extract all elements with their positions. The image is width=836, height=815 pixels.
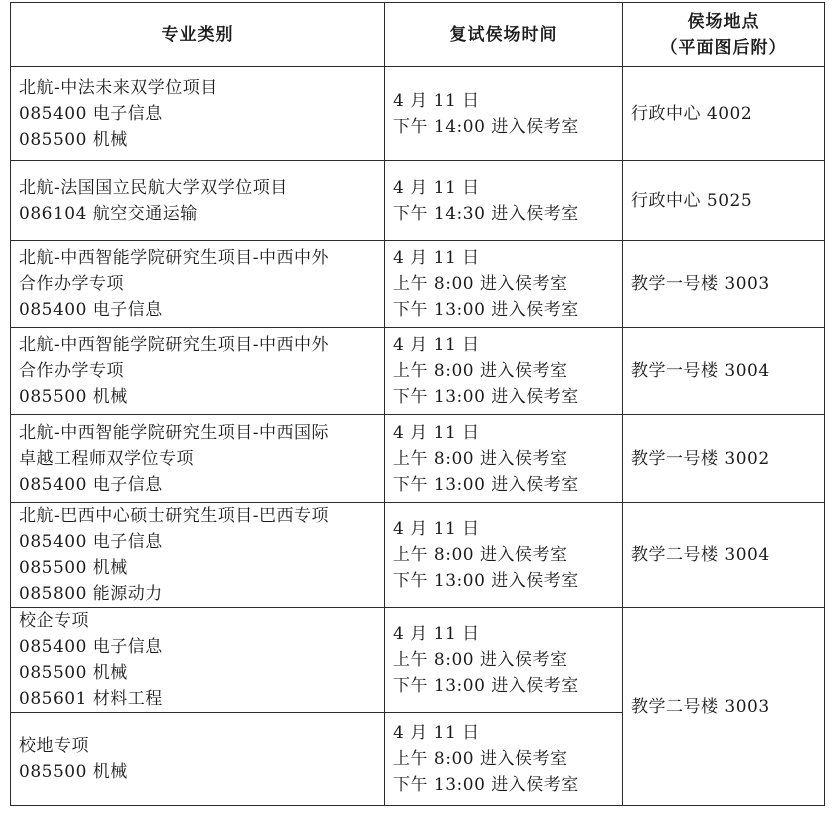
header-program: 专业类别 xyxy=(11,3,385,67)
table-row xyxy=(11,67,825,161)
time-cell: 4 月 11 日 上午 8:00 进入侯考室 下午 13:00 进入侯考室 xyxy=(385,503,623,608)
time-cell: 4 月 11 日 下午 14:00 进入侯考室 xyxy=(385,67,623,161)
table-row xyxy=(11,241,825,328)
time-cell: 4 月 11 日 下午 14:30 进入侯考室 xyxy=(385,161,623,241)
location-cell: 教学一号楼 3002 xyxy=(623,415,825,503)
header-time: 复试侯场时间 xyxy=(385,3,623,67)
location-cell: 教学二号楼 3004 xyxy=(623,503,825,608)
table-header-row xyxy=(11,3,825,67)
table-row xyxy=(11,503,825,608)
table-row xyxy=(11,328,825,415)
location-cell: 教学一号楼 3003 xyxy=(623,241,825,328)
program-cell: 北航-中西智能学院研究生项目-中西中外 合作办学专项 085400 电子信息 xyxy=(11,241,385,328)
program-cell: 北航-中西智能学院研究生项目-中西国际 卓越工程师双学位专项 085400 电子信息 xyxy=(11,415,385,503)
table-row xyxy=(11,161,825,241)
time-cell: 4 月 11 日 上午 8:00 进入侯考室 下午 13:00 进入侯考室 xyxy=(385,608,623,713)
time-cell: 4 月 11 日 上午 8:00 进入侯考室 下午 13:00 进入侯考室 xyxy=(385,415,623,503)
header-location: 侯场地点 （平面图后附） xyxy=(623,3,825,67)
program-cell: 北航-法国国立民航大学双学位项目 086104 航空交通运输 xyxy=(11,161,385,241)
program-cell: 北航-中法未来双学位项目 085400 电子信息 085500 机械 xyxy=(11,67,385,161)
location-cell: 行政中心 4002 xyxy=(623,67,825,161)
table-row xyxy=(11,608,825,713)
time-cell: 4 月 11 日 上午 8:00 进入侯考室 下午 13:00 进入侯考室 xyxy=(385,241,623,328)
program-cell: 校地专项 085500 机械 xyxy=(11,713,385,806)
table-row xyxy=(11,415,825,503)
location-cell: 行政中心 5025 xyxy=(623,161,825,241)
time-cell: 4 月 11 日 上午 8:00 进入侯考室 下午 13:00 进入侯考室 xyxy=(385,328,623,415)
time-cell: 4 月 11 日 上午 8:00 进入侯考室 下午 13:00 进入侯考室 xyxy=(385,713,623,806)
program-cell: 北航-中西智能学院研究生项目-中西中外 合作办学专项 085500 机械 xyxy=(11,328,385,415)
program-cell: 北航-巴西中心硕士研究生项目-巴西专项 085400 电子信息 085500 机械 085800 能源动力 xyxy=(11,503,385,608)
interview-schedule-table xyxy=(10,2,825,806)
location-cell-merged: 教学二号楼 3003 xyxy=(623,608,825,806)
location-cell: 教学一号楼 3004 xyxy=(623,328,825,415)
program-cell: 校企专项 085400 电子信息 085500 机械 085601 材料工程 xyxy=(11,608,385,713)
